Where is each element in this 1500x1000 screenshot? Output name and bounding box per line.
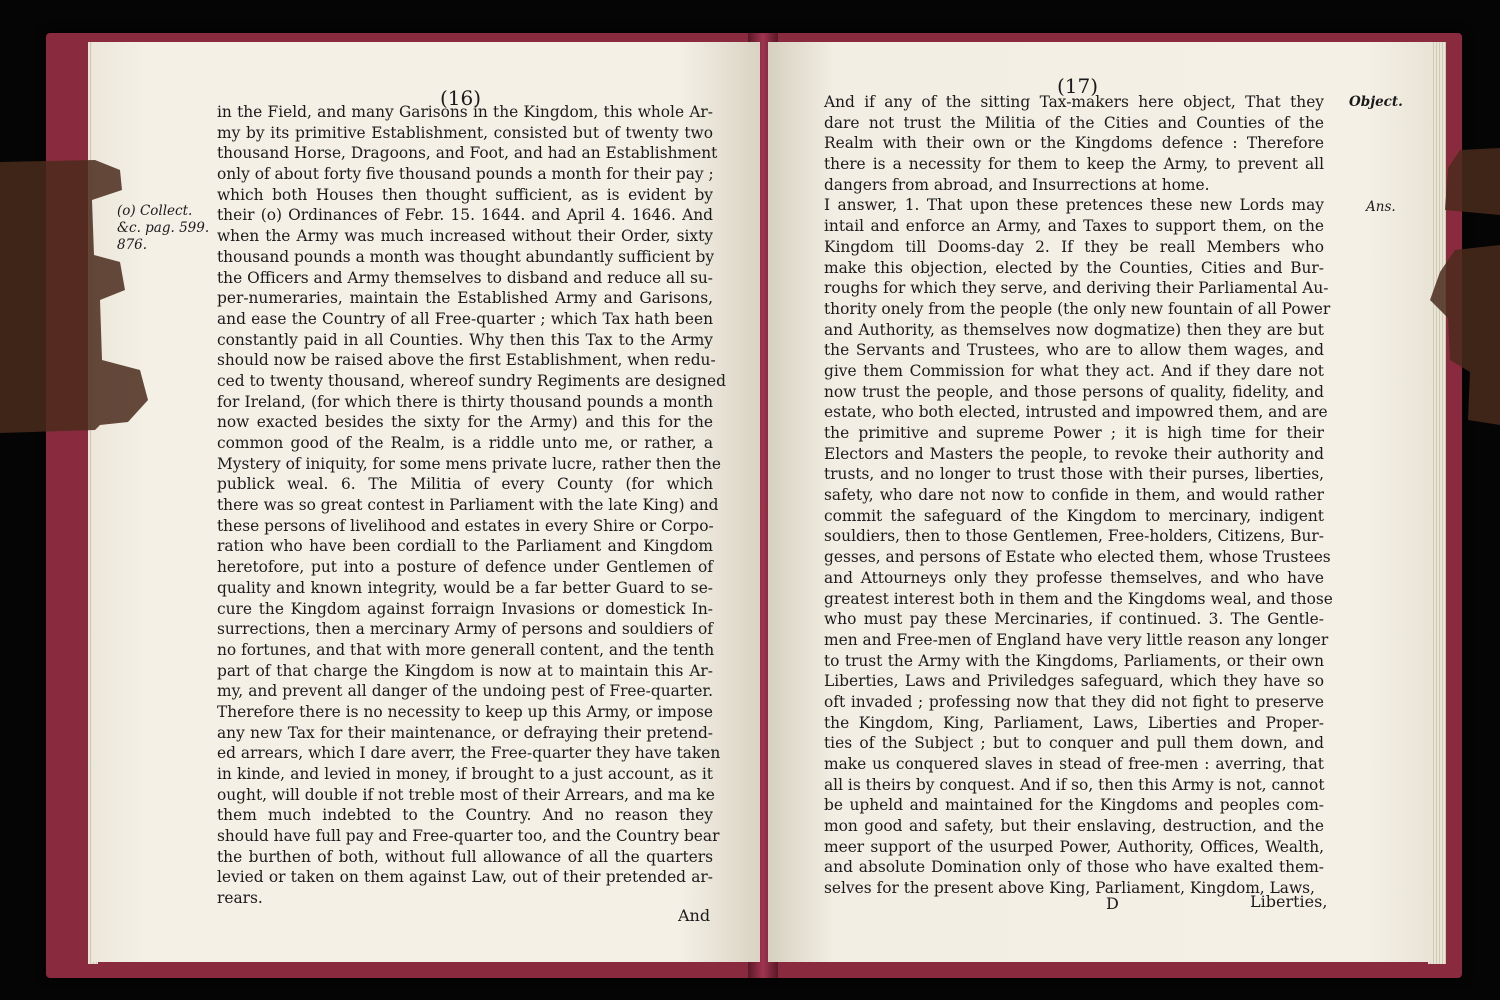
- text-line: mon good and safety, but their enslaving, destruction, and the: [824, 817, 1324, 836]
- text-line: safety, who dare not now to confide in them, and would rather: [824, 486, 1324, 505]
- text-line: Kingdom till Dooms-day 2. If they be reall Members who: [824, 237, 1324, 256]
- text-line: be upheld and maintained for the Kingdoms and peoples com-: [824, 796, 1324, 815]
- text-line: and absolute Domination only of those who have exalted them-: [824, 858, 1324, 877]
- text-line: meer support of the usurped Power, Authority, Offices, Wealth,: [824, 837, 1324, 856]
- left-page-clip: [0, 160, 148, 433]
- text-line: in the Field, and many Garisons in the Kingdom, this whole Ar-: [217, 103, 713, 121]
- text-line: now trust the people, and those persons of quality, fidelity, and: [824, 382, 1324, 401]
- text-line: ties of the Subject ; but to conquer and pull them down, and: [824, 734, 1324, 753]
- text-line: the burthen of both, without full allowance of all the quarters: [217, 847, 713, 866]
- text-line: give them Commission for what they act. And if they dare not: [824, 361, 1324, 380]
- text-line: ration who have been cordiall to the Parliament and Kingdom: [217, 537, 713, 556]
- signature-mark: D: [1106, 894, 1119, 913]
- text-line: my by its primitive Establishment, consisted but of twenty two: [217, 123, 713, 142]
- text-line: per-numeraries, maintain the Established Army and Garisons,: [217, 289, 713, 308]
- text-line: Mystery of iniquity, for some mens private lucre, rather then the: [217, 454, 721, 473]
- text-line: quality and known integrity, would be a far better Guard to se-: [217, 578, 713, 597]
- text-line: levied or taken on them against Law, out of their pretended ar-: [217, 868, 713, 887]
- text-line: constantly paid in all Counties. Why then this Tax to the Army: [217, 330, 713, 349]
- text-line: now exacted besides the sixty for the Army) and this for the: [217, 413, 713, 432]
- text-line: Therefore there is no necessity to keep up this Army, or impose: [217, 702, 713, 721]
- marginal-note-answer: Ans.: [1366, 199, 1396, 215]
- text-line: dangers from abroad, and Insurrections at home.: [824, 175, 1210, 194]
- text-line: heretofore, put into a posture of defence under Gentlemen of: [217, 558, 713, 577]
- catchword-right: Liberties,: [1250, 892, 1328, 911]
- text-line: the Servants and Trustees, who are to allow them wages, and: [824, 341, 1324, 360]
- text-line: thousand Horse, Dragoons, and Foot, and had an Establishment: [217, 144, 718, 163]
- text-line: And if any of the sitting Tax-makers here object, That they: [824, 93, 1324, 111]
- text-line: oft invaded ; professing now that they did not fight to preserve: [824, 692, 1324, 711]
- text-line: my, and prevent all danger of the undoing pest of Free-quarter.: [217, 682, 713, 701]
- text-line: publick weal. 6. The Militia of every County (for which: [217, 475, 713, 494]
- text-line: greatest interest both in them and the Kingdoms weal, and those: [824, 589, 1333, 608]
- text-line: thority onely from the people (the only new fountain of all Power: [824, 299, 1331, 318]
- text-line: when the Army was much increased without their Order, sixty: [217, 227, 713, 246]
- text-line: Liberties, Laws and Priviledges safeguard, which they have so: [824, 672, 1324, 691]
- text-line: souldiers, then to those Gentlemen, Free-holders, Citizens, Bur-: [824, 527, 1324, 546]
- text-line: gesses, and persons of Estate who elected them, whose Trustees: [824, 548, 1331, 567]
- text-line: surrections, then a mercinary Army of persons and souldiers of: [217, 620, 713, 639]
- marginal-note-line: &c. pag. 599.: [117, 220, 210, 236]
- text-line: and ease the Country of all Free-quarter ; which Tax hath been: [217, 309, 713, 328]
- text-line: all is theirs by conquest. And if so, then this Army is not, cannot: [824, 775, 1325, 794]
- text-line: I answer, 1. That upon these pretences these new Lords may: [824, 196, 1324, 215]
- text-line: ed arrears, which I dare averr, the Free-quarter they have taken: [217, 744, 721, 763]
- text-line: to trust the Army with the Kingdoms, Parliaments, or their own: [824, 651, 1324, 670]
- text-line: make this objection, elected by the Counties, Cities and Bur-: [824, 258, 1324, 277]
- text-line: the primitive and supreme Power ; it is high time for their: [824, 424, 1324, 442]
- text-line: them much indebted to the Country. And no reason they: [217, 806, 713, 825]
- text-line: thousand pounds a month was thought abundantly sufficient by: [217, 247, 715, 266]
- text-line: rears.: [217, 889, 263, 908]
- catchword-left: And: [678, 906, 711, 925]
- text-line: the Kingdom, King, Parliament, Laws, Liberties and Proper-: [824, 713, 1324, 732]
- text-line: only of about forty five thousand pounds a month for their pay ;: [217, 165, 714, 184]
- text-line: Realm with their own or the Kingdoms defence : Therefore: [824, 134, 1324, 153]
- text-line: there is a necessity for them to keep the Army, to prevent all: [824, 155, 1324, 174]
- text-line: and Attourneys only they professe themselves, and who have: [824, 568, 1324, 587]
- text-line: there was so great contest in Parliament with the late King) and: [217, 496, 719, 515]
- text-line: should have full pay and Free-quarter too, and the Country bear: [217, 827, 720, 846]
- text-line: trusts, and no longer to trust those with their purses, liberties,: [824, 465, 1324, 484]
- text-line: which both Houses then thought sufficient, as is evident by: [217, 185, 713, 204]
- text-line: selves for the present above King, Parliament, Kingdom, Laws,: [824, 879, 1315, 898]
- text-line: should now be raised above the first Establishment, when redu-: [217, 351, 716, 370]
- text-line: who must pay these Mercinaries, if continued. 3. The Gentle-: [824, 610, 1324, 629]
- text-line: no fortunes, and that with more generall content, and the tenth: [217, 640, 715, 659]
- text-line: for Ireland, (for which there is thirty thousand pounds a month: [217, 392, 713, 411]
- text-line: these persons of livelihood and estates in every Shire or Corpo-: [217, 516, 714, 535]
- page-number-right: (17): [1057, 74, 1099, 98]
- text-line: roughs for which they serve, and deriving their Parliamental Au-: [824, 279, 1329, 298]
- text-line: dare not trust the Militia of the Cities and Counties of the: [824, 113, 1324, 132]
- text-line: cure the Kingdom against forraign Invasions or domestick In-: [217, 599, 713, 618]
- text-line: the Officers and Army themselves to disband and reduce all su-: [217, 268, 713, 287]
- text-line: make us conquered slaves in stead of free-men : averring, that: [824, 755, 1324, 773]
- text-line: common good of the Realm, is a riddle unto me, or rather, a: [217, 434, 713, 452]
- marginal-note-object: Object.: [1349, 94, 1403, 110]
- right-page-clip-top: [1445, 148, 1500, 215]
- marginal-note-line: (o) Collect.: [117, 203, 193, 219]
- marginal-note-line: 876.: [117, 237, 148, 253]
- text-line: commit the safeguard of the Kingdom to mercinary, indigent: [824, 506, 1324, 525]
- text-line: any new Tax for their maintenance, or defraying their pretend-: [217, 723, 713, 742]
- text-line: their (o) Ordinances of Febr. 15. 1644. and April 4. 1646. And: [217, 206, 713, 225]
- text-line: in kinde, and levied in money, if brought to a just account, as it: [217, 765, 713, 783]
- text-line: estate, who both elected, intrusted and impowred them, and are: [824, 403, 1328, 422]
- text-line: and Authority, as themselves now dogmatize) then they are but: [824, 320, 1324, 339]
- text-line: ced to twenty thousand, whereof sundry Regiments are designed: [217, 371, 726, 390]
- right-page-clip-bottom: [1430, 245, 1500, 425]
- text-line: part of that charge the Kingdom is now at to maintain this Ar-: [217, 661, 713, 680]
- text-line: intail and enforce an Army, and Taxes to support them, on the: [824, 217, 1324, 236]
- text-line: men and Free-men of England have very little reason any longer: [824, 630, 1329, 649]
- text-line: ought, will double if not treble most of their Arrears, and ma ke: [217, 785, 715, 804]
- text-line: Electors and Masters the people, to revoke their authority and: [824, 444, 1324, 463]
- page-number-left: (16): [440, 86, 482, 110]
